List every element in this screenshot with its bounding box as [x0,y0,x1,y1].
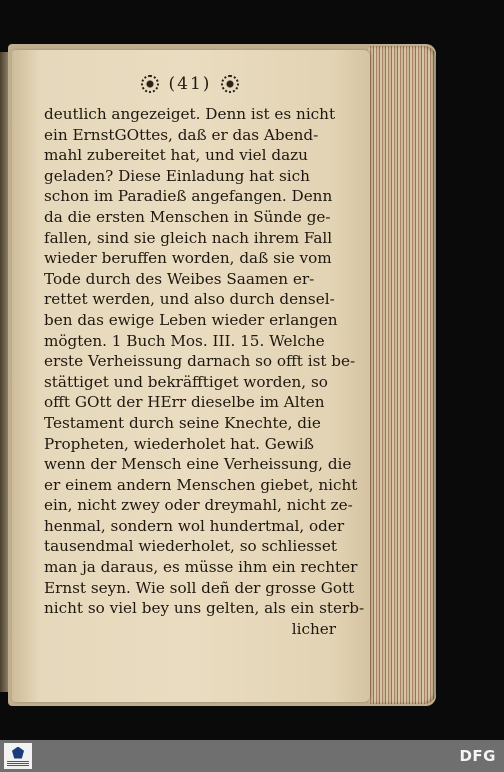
library-crest-icon [12,747,24,759]
text-line: Propheten, wiederholet hat. Gewiß [44,434,314,453]
text-line: schon im Paradieß angefangen. Denn [44,187,333,206]
library-name-lettering [7,761,29,766]
text-line: Ernst seyn. Wie soll deñ der grosse Gott [44,578,355,597]
text-line: tausendmal wiederholet, so schliesset [44,537,337,556]
text-line: da die ersten Menschen in Sünde ge- [44,207,331,226]
text-line: Tode durch des Weibes Saamen er- [44,269,315,288]
text-line: stättiget und bekräfftiget worden, so [44,372,328,391]
text-line: henmal, sondern wol hundertmal, oder [44,516,345,535]
text-line: ein ErnstGOttes, daß er das Abend- [44,125,319,144]
text-line: wieder beruffen worden, daß sie vom [44,249,332,268]
text-line: rettet werden, und also durch densel- [44,290,335,309]
text-line: er einem andern Menschen giebet, nicht [44,475,358,494]
text-line: Testament durch seine Knechte, die [44,413,321,432]
text-line: fallen, sind sie gleich nach ihrem Fall [44,228,333,247]
floral-ornament-icon [221,75,239,93]
text-line: wenn der Mensch eine Verheissung, die [44,455,352,474]
text-line: man ja daraus, es müsse ihm ein rechter [44,558,358,577]
viewer-footer-bar [0,740,504,772]
page-fore-edge [368,46,436,704]
page-header [40,72,340,96]
text-line: ben das ewige Leben wieder erlangen [44,310,338,329]
dfg-logo[interactable]: DFG [459,747,496,765]
text-line: erste Verheissung darnach so offt ist be- [44,352,356,371]
text-line: geladen? Diese Einladung hat sich [44,166,310,185]
text-line: nicht so viel bey uns gelten, als ein sterb- [44,599,365,618]
page-number: (41) [168,74,212,94]
library-logo-icon[interactable] [4,743,32,769]
text-line: mögten. 1 Buch Mos. III. 15. Welche [44,331,325,350]
floral-ornament-icon [141,75,159,93]
page-body-text [44,104,365,639]
text-line: mahl zubereitet hat, und viel dazu [44,146,308,165]
text-line: deutlich angezeiget. Denn ist es nicht [44,105,336,123]
text-line: ein, nicht zwey oder dreymahl, nicht ze- [44,496,353,515]
catchword: licher [291,619,336,638]
text-line: offt GOtt der HErr dieselbe im Alten [44,393,325,412]
